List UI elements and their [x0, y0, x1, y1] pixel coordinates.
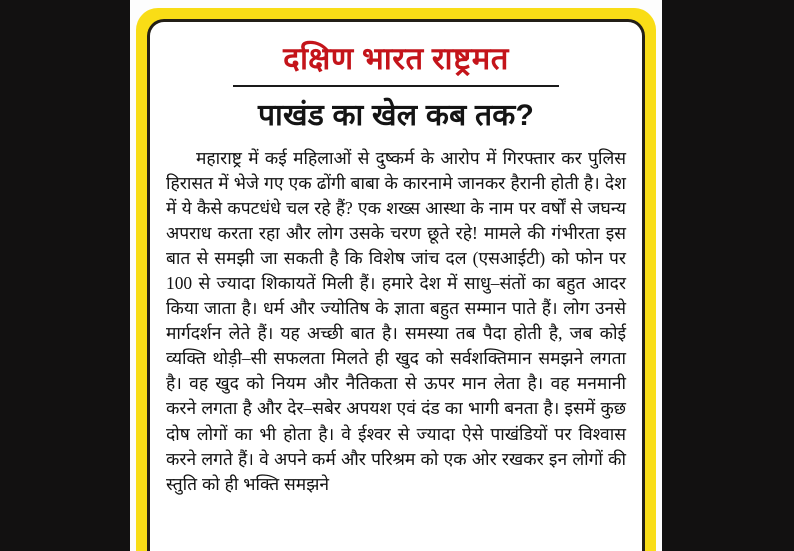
article-headline: पाखंड का खेल कब तक? [257, 98, 535, 132]
publication-masthead: दक्षिण भारत राष्ट्रमत [283, 41, 509, 76]
newspaper-clipping-card [147, 19, 645, 551]
article-body-text: महाराष्ट्र में कई महिलाओं से दुष्कर्म के आरोप में गिरफ्तार कर पुलिस हिरासत में भेजे गए एक ढोंगी बाबा के कारनामे जानकर हैरानी होती है। देश में ये कैसे कपटधंधे चल रहे हैं? एक शख्स आस्था के नाम पर वर्षों से जघन्य अपराध करता रहा और लोग उसके चरण छूते रहे! मामले की गंभीरता इस बात से समझी जा सकती है कि विशेष जांच दल (एसआईटी) को फोन पर 100 से ज्यादा शिकायतें मिली हैं। हमारे देश में साधु–संतों का बहुत आदर किया जाता है। धर्म और ज्योतिष के ज्ञाता बहुत सम्मान पाते हैं। लोग उनसे मार्गदर्शन लेते हैं। यह अच्छी बात है। समस्या तब पैदा होती है, जब कोई व्यक्ति थोड़ी–सी सफलता मिलते ही खुद को सर्वशक्तिमान समझने लगता है। वह खुद को नियम और नैतिकता से ऊपर मान लेता है। वह मनमानी करने लगता है और देर–सबेर अपयश एवं दंड का भागी बनता है। इसमें कुछ दोष लोगों का भी होता है। वे ईश्वर से ज्यादा ऐसे पाखंडियों पर विश्वास करने लगते हैं। वे अपने कर्म और परिश्रम को एक ओर रखकर इन लोगों की स्तुति को ही भक्ति समझने [166, 147, 626, 494]
yellow-border-frame [136, 8, 656, 551]
